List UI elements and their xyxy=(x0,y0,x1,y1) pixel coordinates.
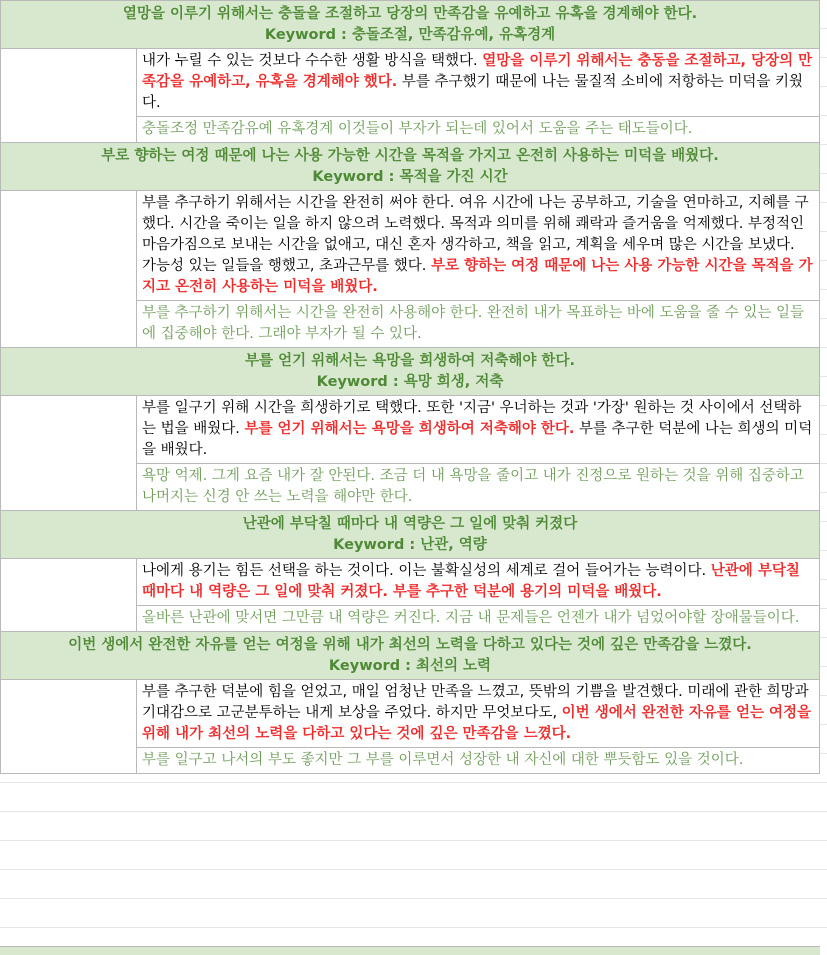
body-text: 부를 추구한 덕분에 나는 희생의 미덕을 배웠다. xyxy=(142,421,813,458)
section-keyword: Keyword : 난관, 역량 xyxy=(333,537,487,553)
note-cell[interactable] xyxy=(137,464,820,511)
section-header-row xyxy=(1,632,820,680)
body-text: 부를 추구했기 때문에 나는 물질적 소비에 저항하는 미덕을 키웠다. xyxy=(142,74,803,111)
section-keyword: Keyword : 최선의 노력 xyxy=(328,658,492,674)
section-heading: 이번 생에서 완전한 자유를 얻는 여정을 위해 내가 최선의 노력을 다하고 있다는 것에 깊은 만족감을 느꼈다. xyxy=(68,637,752,653)
body-text: 부를 추구하기 위해서는 시간을 완전히 써야 한다. 여유 시간에 나는 공부하고, 기술을 연마하고, 지혜를 구했다. 시간을 죽이는 일을 하지 않으려 노력했다. 목적과 의미를 위해 쾌락과 즐거움을 억제했다. 부정적인 마음가짐으로 보내는 시간을 없애고, 대신 혼자 생각하고, 책을 읽고, 계획을 세우며 많은 시간을 보냈다. 가능성 있는 일들을 행했고, 초과근무를 했다. xyxy=(142,195,809,274)
note-text: 부를 추구하기 위해서는 시간을 완전히 사용해야 한다. 완전히 내가 목표하는 바에 도움을 줄 수 있는 일들에 집중해야 한다. 그래야 부자가 될 수 있다. xyxy=(142,305,805,342)
section-body-row xyxy=(1,680,820,748)
section-header-cell[interactable] xyxy=(1,143,820,191)
note-cell[interactable] xyxy=(137,117,820,143)
highlight-text: 열망을 이루기 위해서는 충동을 조절하고, 당장의 만족감을 유예하고, 유혹을 경계해야 했다. xyxy=(142,53,813,90)
section-header-row xyxy=(1,348,820,396)
section-header-row xyxy=(1,143,820,191)
section-heading: 부로 향하는 여정 때문에 나는 사용 가능한 시간을 목적을 가지고 온전히 사용하는 미덕을 배웠다. xyxy=(101,148,719,164)
body-text: 내가 누릴 수 있는 것보다 수수한 생활 방식을 택했다. xyxy=(142,53,483,69)
section-body-row xyxy=(1,396,820,464)
section-keyword: Keyword : 충돌조절, 만족감유예, 유혹경계 xyxy=(264,27,556,43)
note-text: 욕망 억제. 그게 요즘 내가 잘 안된다. 조금 더 내 욕망을 줄이고 내가 진정으로 원하는 것을 위해 집중하고 나머지는 신경 안 쓰는 노력을 해야만 한다. xyxy=(142,468,804,505)
section-body-row xyxy=(1,191,820,301)
section-keyword: Keyword : 욕망 희생, 저축 xyxy=(316,374,504,390)
highlight-text: 이번 생에서 완전한 자유를 얻는 여정을 위해 내가 최선의 노력을 다하고 있다는 것에 깊은 만족감을 느꼈다. xyxy=(142,705,812,742)
body-cell[interactable] xyxy=(137,191,820,301)
empty-cell[interactable] xyxy=(1,49,137,143)
section-header-cell[interactable] xyxy=(1,511,820,559)
section-heading: 부를 얻기 위해서는 욕망을 희생하여 저축해야 한다. xyxy=(245,353,575,369)
note-text: 충돌조정 만족감유예 유혹경계 이것들이 부자가 되는데 있어서 도움을 주는 태도들이다. xyxy=(142,121,693,137)
section-heading: 열망을 이루기 위해서는 충돌을 조절하고 당장의 만족감을 유예하고 유혹을 경계해야 한다. xyxy=(122,6,698,22)
empty-cell[interactable] xyxy=(1,559,137,632)
body-text: 나에게 용기는 힘든 선택을 하는 것이다. 이는 불확실성의 세계로 걸어 들어가는 능력이다. xyxy=(142,563,711,579)
body-cell[interactable] xyxy=(137,559,820,606)
note-cell[interactable] xyxy=(137,606,820,632)
section-header-cell[interactable] xyxy=(1,1,820,49)
note-text: 올바른 난관에 맞서면 그만큼 내 역량은 커진다. 지금 내 문제들은 언젠가 내가 넘었어야할 장애물들이다. xyxy=(142,610,800,626)
body-text: 부를 일구기 위해 시간을 희생하기로 택했다. 또한 '지금' 우너하는 것과 '가장' 원하는 것 사이에서 선택하는 법을 배웠다. xyxy=(142,400,802,437)
highlight-text: 난관에 부닥칠 때마다 내 역량은 그 일에 맞춰 커졌다. 부를 추구한 덕분에 용기의 미덕을 배웠다. xyxy=(142,563,800,600)
section-heading: 난관에 부닥칠 때마다 내 역량은 그 일에 맞춰 커졌다 xyxy=(242,516,578,532)
body-cell[interactable] xyxy=(137,396,820,464)
highlight-text: 부로 향하는 여정 때문에 나는 사용 가능한 시간을 목적을 가지고 온전히 사용하는 미덕을 배웠다. xyxy=(142,258,813,295)
section-header-row xyxy=(1,511,820,559)
section-header-cell[interactable] xyxy=(1,348,820,396)
section-body-row xyxy=(1,49,820,117)
empty-cell[interactable] xyxy=(1,396,137,511)
highlight-text: 부를 얻기 위해서는 욕망을 희생하여 저축해야 한다. xyxy=(244,421,575,437)
note-cell[interactable] xyxy=(137,748,820,774)
note-text: 부를 일구고 나서의 부도 좋지만 그 부를 이루면서 성장한 내 자신에 대한 뿌듯함도 있을 것이다. xyxy=(142,752,744,768)
section-header-cell[interactable] xyxy=(1,632,820,680)
body-text: 부를 추구한 덕분에 힘을 얻었고, 매일 엄청난 만족을 느꼈고, 뜻밖의 기쁨을 발견했다. 미래에 관한 희망과 기대감으로 고군분투하는 내게 보상을 주었다. 하지만 무엇보다도, xyxy=(142,684,809,721)
body-cell[interactable] xyxy=(137,680,820,748)
section-body-row xyxy=(1,559,820,606)
section-header-row xyxy=(1,1,820,49)
section-keyword: Keyword : 목적을 가진 시간 xyxy=(312,169,508,185)
empty-cell[interactable] xyxy=(1,191,137,348)
note-cell[interactable] xyxy=(137,301,820,348)
body-cell[interactable] xyxy=(137,49,820,117)
empty-cell[interactable] xyxy=(1,680,137,774)
